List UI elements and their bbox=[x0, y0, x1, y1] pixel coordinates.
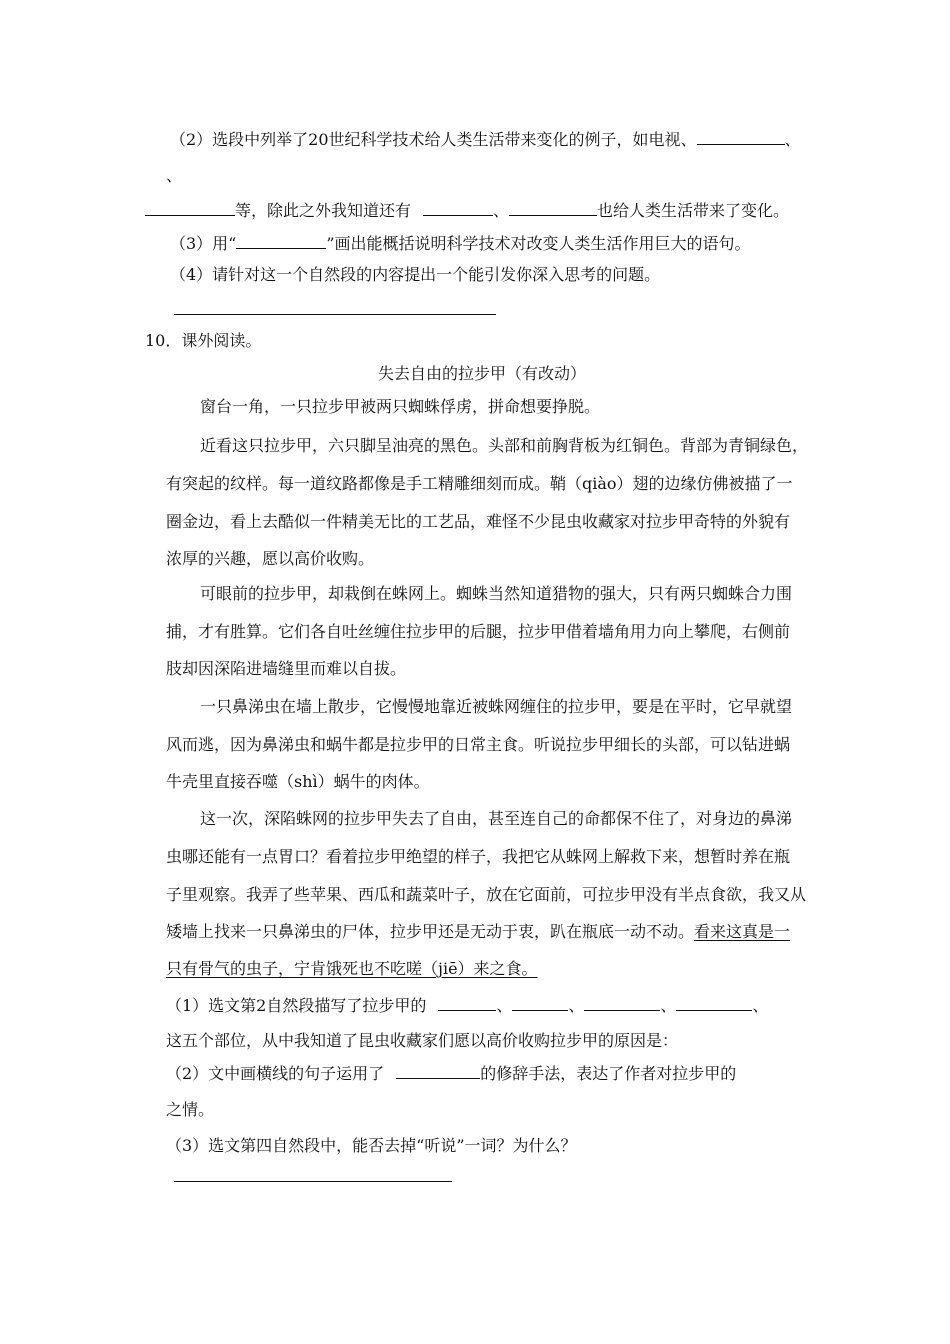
answer-blank[interactable] bbox=[512, 994, 568, 1011]
prev-q4-text: （4）请针对这一个自然段的内容提出一个能引发你深入思考的问题。 bbox=[170, 265, 661, 284]
q10-sub2-line1 bbox=[166, 1062, 736, 1082]
q10-sub3-answer-line[interactable] bbox=[174, 1181, 452, 1182]
prev-q4 bbox=[170, 265, 660, 285]
passage-title: 失去自由的拉步甲（有改动） bbox=[378, 364, 587, 383]
prev-q3-text-a: （3）用“ bbox=[170, 234, 237, 253]
prev-q2-line2 bbox=[145, 199, 789, 219]
prev-q3-text-b: ”画出能概括说明科学技术对改变人类生活作用巨大的语句。 bbox=[326, 234, 751, 253]
passage-paragraph-1: 窗台一角，一只拉步甲被两只蜘蛛俘虏，拼命想要挣脱。 bbox=[200, 397, 601, 416]
answer-blank[interactable] bbox=[438, 994, 496, 1011]
blank-separator: 、 bbox=[752, 996, 769, 1015]
prev-q2-sep: 、 bbox=[784, 130, 801, 149]
underlined-sentence-start: 看来这真是一 bbox=[694, 922, 791, 941]
q10-sub2-text-b: 的修辞手法，表达了作者对拉步甲的 bbox=[480, 1064, 737, 1083]
prev-q2-sep2: 、 bbox=[166, 166, 183, 185]
passage-paragraph-4-line2: 风而逃，因为鼻涕虫和蜗牛都是拉步甲的日常主食。听说拉步甲细长的头部，可以钻进蜗 bbox=[166, 735, 791, 754]
q10-header: 10．课外阅读。 bbox=[145, 331, 262, 350]
q10-sub1-text: （1）选文第2自然段描写了拉步甲的 bbox=[166, 996, 427, 1015]
underlined-sentence-end: 只有骨气的虫子，宁肯饿死也不吃嗟（jiē）来之食。 bbox=[166, 959, 538, 978]
prev-q3 bbox=[170, 232, 751, 252]
q10-sub2-line2: 之情。 bbox=[166, 1100, 215, 1119]
answer-blank[interactable] bbox=[145, 199, 235, 216]
passage-paragraph-2-line2: 有突起的纹样。每一道纹路都像是手工精雕细刻而成。鞘（qiào）翅的边缘仿佛被描了一 bbox=[166, 474, 793, 493]
blank-separator: 、 bbox=[660, 996, 677, 1015]
blank-separator: 、 bbox=[568, 996, 585, 1015]
answer-blank[interactable] bbox=[509, 199, 597, 216]
q10-sub1-line2: 这五个部位，从中我知道了昆虫收藏家们愿以高价收购拉步甲的原因是： bbox=[166, 1031, 679, 1050]
blank-separator: 、 bbox=[496, 996, 513, 1015]
prev-q4-answer-line[interactable] bbox=[174, 314, 496, 315]
prev-q2-text-c: 等，除此之外我知道还有 bbox=[235, 201, 412, 220]
answer-blank[interactable] bbox=[236, 232, 326, 249]
passage-paragraph-5-line3: 子里观察。我弄了些苹果、西瓜和蔬菜叶子，放在它面前，可拉步甲没有半点食欲，我又从 bbox=[166, 885, 807, 904]
passage-paragraph-5-line1: 这一次，深陷蛛网的拉步甲失去了自由，甚至连自己的命都保不住了，对身边的鼻涕 bbox=[200, 809, 793, 828]
passage-paragraph-3-line2: 捕，才有胜算。它们各自吐丝缠住拉步甲的后腿，拉步甲借着墙角用力向上攀爬，右侧前 bbox=[166, 622, 791, 641]
passage-paragraph-2-line3: 圈金边，看上去酷似一件精美无比的工艺品，难怪不少昆虫收藏家对拉步甲奇特的外貌有 bbox=[166, 512, 791, 531]
answer-blank[interactable] bbox=[396, 1062, 480, 1079]
passage-paragraph-3-line3: 肢却因深陷进墙缝里而难以自拔。 bbox=[166, 659, 407, 678]
prev-q2-text-d: 、 bbox=[493, 201, 510, 220]
passage-p5-line4-text: 矮墙上找来一只鼻涕虫的尸体，拉步甲还是无动于衷，趴在瓶底一动不动。 bbox=[166, 922, 695, 941]
answer-blank[interactable] bbox=[584, 994, 660, 1011]
answer-blank[interactable] bbox=[676, 994, 752, 1011]
prev-q2-text-a: （2）选段中列举了20世纪科学技术给人类生活带来变化的例子，如电视、 bbox=[170, 130, 697, 149]
q10-sub1-line1 bbox=[166, 994, 768, 1014]
passage-paragraph-2-line1: 近看这只拉步甲，六只脚呈油亮的黑色。头部和前胸背板为红铜色。背部为青铜绿色， bbox=[200, 436, 809, 455]
prev-q2-line1b bbox=[166, 166, 182, 186]
passage-paragraph-3-line1: 可眼前的拉步甲，却栽倒在蛛网上。蜘蛛当然知道猎物的强大，只有两只蜘蛛合力围 bbox=[200, 584, 793, 603]
answer-blank[interactable] bbox=[697, 128, 785, 145]
q10-sub2-text-a: （2）文中画横线的句子运用了 bbox=[166, 1064, 385, 1083]
passage-paragraph-4-line3: 牛壳里直接吞噬（shì）蜗牛的肉体。 bbox=[166, 772, 430, 791]
answer-blank[interactable] bbox=[423, 199, 493, 216]
prev-q2-line1 bbox=[170, 128, 801, 148]
passage-paragraph-2-line4: 浓厚的兴趣，愿以高价收购。 bbox=[166, 549, 375, 568]
prev-q2-text-e: 也给人类生活带来了变化。 bbox=[597, 201, 790, 220]
passage-paragraph-5-line4 bbox=[166, 922, 790, 942]
passage-paragraph-5-line2: 虫哪还能有一点胃口？看着拉步甲绝望的样子，我把它从蛛网上解救下来，想暂时养在瓶 bbox=[166, 847, 791, 866]
passage-paragraph-4-line1: 一只鼻涕虫在墙上散步，它慢慢地靠近被蛛网缠住的拉步甲，要是在平时，它早就望 bbox=[200, 697, 793, 716]
q10-sub3: （3）选文第四自然段中，能否去掉“听说”一词？为什么？ bbox=[166, 1136, 577, 1155]
